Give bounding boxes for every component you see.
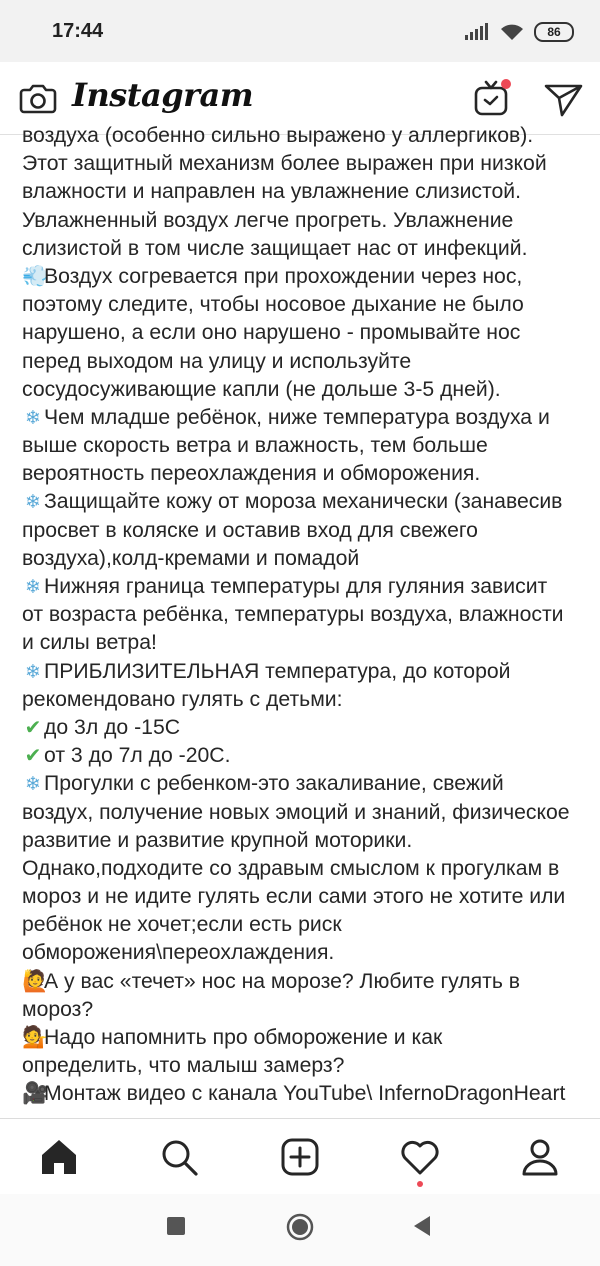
snowflake-icon: ❄ bbox=[25, 407, 41, 429]
caption-line-text: Защищайте кожу от мороза механически (занавесив bbox=[44, 490, 563, 514]
caption-line bbox=[22, 1052, 588, 1080]
caption-line-text: определить, что малыш замерз? bbox=[22, 1054, 345, 1078]
caption-line-text: слизистой в том числе защищает нас от инфекций. bbox=[22, 236, 528, 260]
profile-icon[interactable] bbox=[518, 1135, 562, 1179]
caption-line bbox=[22, 686, 588, 714]
caption-line-text: ПРИБЛИЗИТЕЛЬНАЯ температура, до которой bbox=[44, 659, 511, 683]
caption-line bbox=[22, 545, 588, 573]
video-camera-icon: 🎥 bbox=[22, 1082, 49, 1106]
snowflake-icon: ❄ bbox=[25, 774, 41, 796]
activity-notification-dot bbox=[417, 1181, 423, 1187]
wind-icon: 💨 bbox=[22, 264, 49, 288]
caption-line bbox=[22, 601, 588, 629]
caption-line-text: влажности и направлен на увлажнение слизистой. bbox=[22, 180, 521, 204]
caption-line bbox=[22, 1080, 588, 1108]
caption-line-text: Воздух согревается при прохождении через нос, bbox=[44, 264, 523, 288]
direct-message-icon[interactable] bbox=[542, 76, 586, 120]
caption-line-text: мороз и не идите гулять если сами этого не хотите или bbox=[22, 885, 566, 909]
caption-line bbox=[22, 404, 588, 432]
status-icons bbox=[464, 20, 574, 44]
caption-line bbox=[22, 122, 588, 150]
caption-line bbox=[22, 827, 588, 855]
caption-line-text: воздух, получение новых эмоций и знаний, физическое bbox=[22, 800, 570, 824]
back-triangle-icon[interactable] bbox=[410, 1214, 434, 1238]
caption-line bbox=[22, 883, 588, 911]
caption-line bbox=[22, 460, 588, 488]
caption-line-text: рекомендовано гулять с детьми: bbox=[22, 687, 343, 711]
caption-line bbox=[22, 319, 588, 347]
caption-line-text: Увлажненный воздух легче прогреть. Увлажнение bbox=[22, 208, 514, 232]
caption-line bbox=[22, 968, 588, 996]
info-person-icon: 💁 bbox=[22, 1026, 49, 1049]
igtv-icon[interactable] bbox=[470, 76, 514, 120]
caption-line-text: до 3л до -15С bbox=[44, 715, 181, 739]
caption-line-text: и силы ветра! bbox=[22, 631, 157, 655]
caption-line bbox=[22, 178, 588, 206]
instagram-logo[interactable]: Instagram bbox=[72, 76, 254, 114]
caption-line bbox=[22, 658, 588, 686]
caption-line bbox=[22, 855, 588, 883]
caption-line-text: Чем младше ребёнок, ниже температура воздуха и bbox=[44, 405, 550, 429]
camera-icon[interactable] bbox=[16, 76, 60, 120]
home-icon[interactable] bbox=[37, 1135, 81, 1179]
activity-heart-icon[interactable] bbox=[398, 1135, 442, 1179]
caption-line bbox=[22, 714, 588, 742]
caption-line-text: А у вас «течет» нос на морозе? Любите гулять в bbox=[44, 969, 521, 993]
caption-line-text: развитие и развитие крупной моторики. bbox=[22, 828, 413, 852]
system-nav-bar bbox=[0, 1194, 600, 1266]
caption-line bbox=[22, 996, 588, 1024]
post-caption bbox=[22, 122, 588, 1116]
caption-line-text: поэтому следите, чтобы носовое дыхание не было bbox=[22, 293, 524, 317]
caption-line-text: воздуха),колд-кремами и помадой bbox=[22, 546, 360, 570]
caption-line bbox=[22, 376, 588, 404]
caption-line bbox=[22, 911, 588, 939]
snowflake-icon: ❄ bbox=[25, 577, 41, 598]
caption-line bbox=[22, 348, 588, 376]
caption-line-text: Надо напомнить про обморожение и как bbox=[44, 1026, 443, 1049]
caption-line-text: от 3 до 7л до -20С. bbox=[44, 744, 231, 768]
wifi-icon bbox=[500, 23, 524, 41]
caption-line bbox=[22, 291, 588, 319]
caption-line bbox=[22, 799, 588, 827]
caption-line-text: просвет в коляске и оставив вход для свежего bbox=[22, 518, 478, 542]
caption-line-text: Этот защитный механизм более выражен при низкой bbox=[22, 152, 547, 176]
caption-line-text: Прогулки с ребенком-это закаливание, свежий bbox=[44, 772, 504, 796]
caption-line bbox=[22, 488, 588, 516]
caption-line-text: обморожения\переохлаждения. bbox=[22, 941, 335, 965]
caption-line bbox=[22, 517, 588, 545]
check-mark-icon: ✔ bbox=[24, 716, 42, 739]
caption-line-text: сосудосуживающие капли (не дольше 3-5 дней). bbox=[22, 377, 501, 401]
snowflake-icon: ❄ bbox=[25, 661, 41, 683]
battery-level: 86 bbox=[547, 25, 561, 39]
battery-icon bbox=[534, 22, 574, 42]
caption-line bbox=[22, 770, 588, 798]
signal-icon bbox=[464, 23, 490, 41]
caption-line-text: выше скорость ветра и влажность, тем больше bbox=[22, 434, 488, 458]
raising-hand-icon: 🙋 bbox=[22, 969, 49, 993]
caption-line-text: Однако,подходите со здравым смыслом к прогулкам в bbox=[22, 856, 560, 880]
caption-line bbox=[22, 939, 588, 967]
caption-line-text: воздуха (особенно сильно выражено у аллергиков). bbox=[22, 124, 534, 147]
bottom-nav bbox=[0, 1118, 600, 1195]
home-circle-icon[interactable] bbox=[286, 1213, 314, 1241]
caption-line-text: вероятность переохлаждения и обморожения. bbox=[22, 462, 481, 486]
search-icon[interactable] bbox=[157, 1135, 201, 1179]
caption-line-text: ребёнок не хочет;если есть риск bbox=[22, 913, 342, 937]
caption-line-text: мороз? bbox=[22, 997, 94, 1021]
snowflake-icon: ❄ bbox=[25, 492, 41, 514]
caption-line-text: перед выходом на улицу и используйте bbox=[22, 349, 412, 373]
status-bar bbox=[0, 0, 600, 62]
caption-line bbox=[22, 742, 588, 770]
caption-line-text: Нижняя граница температуры для гуляния зависит bbox=[44, 575, 548, 598]
caption-line bbox=[22, 235, 588, 263]
caption-line bbox=[22, 573, 588, 601]
new-post-icon[interactable] bbox=[278, 1135, 322, 1179]
status-time: 17:44 bbox=[52, 20, 104, 42]
recents-square-icon[interactable] bbox=[166, 1216, 186, 1236]
caption-line bbox=[22, 207, 588, 235]
caption-line-text: от возраста ребёнка, температуры воздуха, влажности bbox=[22, 603, 564, 627]
caption-line bbox=[22, 432, 588, 460]
caption-line bbox=[22, 263, 588, 291]
caption-line-text: нарушено, а если оно нарушено - промывайте нос bbox=[22, 321, 521, 345]
check-mark-icon: ✔ bbox=[24, 745, 42, 768]
caption-line bbox=[22, 629, 588, 657]
caption-line bbox=[22, 1024, 588, 1052]
caption-line-text: Монтаж видео с канала YouTube\ InfernoDragonHeart bbox=[44, 1082, 566, 1106]
caption-line bbox=[22, 150, 588, 178]
